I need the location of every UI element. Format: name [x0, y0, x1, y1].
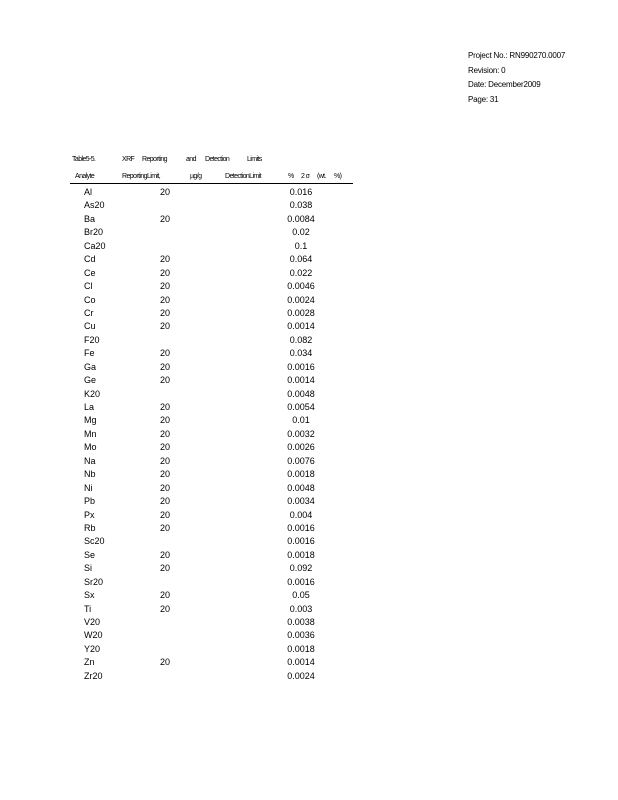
detection-limit-cell: 0.0018	[287, 469, 315, 480]
table-number: Table5-5.	[72, 156, 96, 163]
detection-limit-cell: 0.0032	[287, 428, 315, 439]
reporting-limit-cell: 20	[160, 428, 171, 439]
table-row	[72, 441, 352, 454]
analyte-cell: Co	[84, 294, 96, 305]
analyte-cell: Si	[84, 563, 93, 574]
reporting-limit-cell: 20	[160, 375, 171, 386]
table-row	[72, 267, 352, 280]
sigma-header: 2 σ	[301, 173, 310, 180]
detection-limit-cell: 0.0018	[287, 643, 315, 654]
table-row	[72, 428, 352, 441]
table-row	[72, 388, 352, 401]
table-row	[72, 482, 352, 495]
units-header: µg/g	[190, 173, 202, 180]
analyte-cell: Sx	[84, 590, 95, 601]
analyte-cell: Mo	[84, 442, 97, 453]
detection-limit-cell: 0.0084	[287, 213, 315, 224]
table-row	[72, 468, 352, 481]
analyte-cell: Fe	[84, 348, 95, 359]
detection-limit-cell: 0.0016	[287, 576, 315, 587]
analyte-cell: Se	[84, 549, 96, 560]
table-row	[72, 535, 352, 548]
reporting-limit-cell: 20	[160, 442, 171, 453]
table-row	[72, 589, 352, 602]
detection-limit-cell: 0.0014	[287, 375, 315, 386]
project-number: Project No.: RN990270.0007	[468, 51, 566, 60]
table-row	[72, 401, 352, 414]
revision: Revision: 0	[468, 65, 506, 75]
detection-limit-header: DetectionLimit	[225, 173, 261, 180]
detection-limit-cell: 0.0016	[287, 361, 315, 372]
detection-limit-cell: 0.0076	[287, 455, 315, 466]
table-row	[72, 643, 352, 656]
table-row	[72, 670, 352, 683]
table-row	[72, 374, 352, 387]
table-row	[72, 656, 352, 669]
detection-limit-cell: 0.0024	[287, 670, 315, 681]
table-row	[72, 495, 352, 508]
detection-limit-cell: 0.003	[289, 603, 313, 614]
table-row	[72, 576, 352, 589]
reporting-limit-cell: 20	[160, 294, 171, 305]
table-row	[72, 199, 352, 212]
analyte-cell: La	[84, 402, 95, 412]
analyte-cell: Na	[84, 455, 96, 466]
table-row	[72, 603, 352, 616]
caption-word: Reporting	[142, 156, 167, 163]
detection-limit-cell: 0.1	[294, 240, 308, 251]
table-row	[72, 186, 352, 199]
analyte-cell: F20	[84, 334, 100, 345]
detection-limit-cell: 0.0026	[287, 442, 315, 453]
analyte-cell: Zn	[84, 657, 95, 668]
reporting-limit-cell: 20	[160, 321, 171, 332]
analyte-cell: Ce	[84, 267, 96, 278]
analyte-cell: Y20	[84, 643, 101, 654]
analyte-cell: Ni	[84, 482, 93, 493]
analyte-cell: Sr20	[84, 576, 104, 587]
table-column-header	[72, 173, 352, 183]
detection-limit-cell: 0.064	[289, 254, 313, 265]
reporting-limit-cell: 20	[160, 522, 171, 533]
percent2-header: %)	[334, 173, 342, 180]
table-row	[72, 562, 352, 575]
detection-limit-cell: 0.0046	[287, 281, 315, 292]
table-body	[72, 186, 352, 683]
analyte-cell: Ti	[84, 603, 92, 614]
table-row	[72, 240, 352, 253]
analyte-cell: Pb	[84, 496, 96, 507]
detection-limit-cell: 0.004	[289, 509, 313, 520]
reporting-limit-cell: 20	[160, 563, 171, 574]
analyte-cell: Mg	[84, 415, 97, 426]
table-row	[72, 334, 352, 347]
table-row	[72, 629, 352, 642]
table-row	[72, 522, 352, 535]
analyte-cell: As20	[84, 200, 105, 211]
reporting-limit-cell: 20	[160, 657, 171, 668]
caption-word: Detection	[205, 156, 230, 163]
reporting-limit-cell: 20	[160, 509, 171, 520]
detection-limit-cell: 0.0014	[287, 321, 315, 332]
header-rule	[70, 183, 353, 184]
date: Date: December2009	[468, 80, 541, 89]
analyte-cell: Ge	[84, 375, 97, 386]
analyte-header: Analyte	[75, 173, 95, 180]
table-row	[72, 509, 352, 522]
analyte-cell: Cu	[84, 321, 96, 332]
detection-limit-cell: 0.092	[289, 563, 313, 574]
analyte-cell: Cl	[84, 281, 93, 292]
table-row	[72, 226, 352, 239]
detection-limit-cell: 0.0018	[287, 549, 315, 560]
analyte-cell: Ba	[84, 213, 96, 224]
reporting-limit-cell: 20	[160, 361, 171, 372]
analyte-cell: Ca20	[84, 240, 106, 251]
table-row	[72, 294, 352, 307]
detection-limit-cell: 0.05	[292, 590, 310, 601]
caption-word: XRF	[122, 156, 135, 163]
table-row	[72, 307, 352, 320]
table-row	[72, 347, 352, 360]
table-row	[72, 616, 352, 629]
wt-header: (wt.	[317, 173, 326, 180]
reporting-limit-cell: 20	[160, 415, 171, 426]
analyte-cell: K20	[84, 388, 101, 399]
detection-limit-cell: 0.0054	[287, 402, 315, 412]
detection-limit-cell: 0.0048	[287, 388, 315, 399]
reporting-limit-cell: 20	[160, 590, 171, 601]
page-number: Page: 31	[468, 94, 499, 104]
reporting-limit-cell: 20	[160, 254, 171, 265]
table-row	[72, 320, 352, 333]
reporting-limit-cell: 20	[160, 307, 171, 318]
detection-limit-cell: 0.0024	[287, 294, 315, 305]
detection-limit-cell: 0.0034	[287, 496, 315, 507]
detection-limit-cell: 0.0016	[287, 522, 315, 533]
detection-limit-cell: 0.02	[292, 227, 310, 238]
analyte-cell: Zr20	[84, 670, 103, 681]
table-row	[72, 253, 352, 266]
table-row	[72, 280, 352, 293]
analyte-cell: Al	[84, 187, 93, 197]
caption-word: Limits	[247, 156, 262, 163]
detection-limit-cell: 0.0038	[287, 617, 315, 627]
reporting-limit-cell: 20	[160, 267, 171, 278]
analyte-cell: Cr	[84, 307, 94, 318]
analyte-cell: Ga	[84, 361, 97, 372]
reporting-limit-cell: 20	[160, 455, 171, 466]
reporting-limit-cell: 20	[160, 496, 171, 507]
document-header	[468, 49, 565, 107]
reporting-limit-cell: 20	[160, 603, 171, 614]
detection-limit-cell: 0.0048	[287, 482, 315, 493]
reporting-limit-cell: 20	[160, 187, 171, 197]
analyte-cell: V20	[84, 617, 101, 627]
reporting-limit-cell: 20	[160, 469, 171, 480]
detection-limit-cell: 0.0028	[287, 307, 315, 318]
analyte-cell: Px	[84, 509, 95, 520]
reporting-limit-cell: 20	[160, 213, 171, 224]
reporting-limit-header: ReportingLimit,	[122, 173, 161, 180]
analyte-cell: Br20	[84, 227, 104, 238]
table-row	[72, 455, 352, 468]
detection-limit-cell: 0.0036	[287, 630, 315, 641]
detection-limit-cell: 0.0016	[287, 536, 315, 547]
reporting-limit-cell: 20	[160, 402, 171, 412]
reporting-limit-cell: 20	[160, 348, 171, 359]
analyte-cell: Cd	[84, 254, 96, 265]
detection-limit-cell: 0.082	[289, 334, 313, 345]
detection-limit-cell: 0.038	[289, 200, 313, 211]
caption-word: and	[186, 156, 196, 163]
table-row	[72, 549, 352, 562]
detection-limit-cell: 0.0014	[287, 657, 315, 668]
table-caption	[72, 156, 292, 166]
analyte-cell: Nb	[84, 469, 96, 480]
detection-limit-cell: 0.034	[289, 348, 313, 359]
percent-header: %	[288, 173, 294, 180]
reporting-limit-cell: 20	[160, 482, 171, 493]
analyte-cell: W20	[84, 630, 103, 641]
detection-limit-cell: 0.022	[289, 267, 313, 278]
table-row	[72, 361, 352, 374]
analyte-cell: Mn	[84, 428, 97, 439]
reporting-limit-cell: 20	[160, 281, 171, 292]
analyte-cell: Rb	[84, 522, 96, 533]
detection-limit-cell: 0.016	[289, 187, 313, 197]
table-row	[72, 414, 352, 427]
analyte-cell: Sc20	[84, 536, 105, 547]
detection-limit-cell: 0.01	[292, 415, 310, 426]
table-row	[72, 213, 352, 226]
reporting-limit-cell: 20	[160, 549, 171, 560]
